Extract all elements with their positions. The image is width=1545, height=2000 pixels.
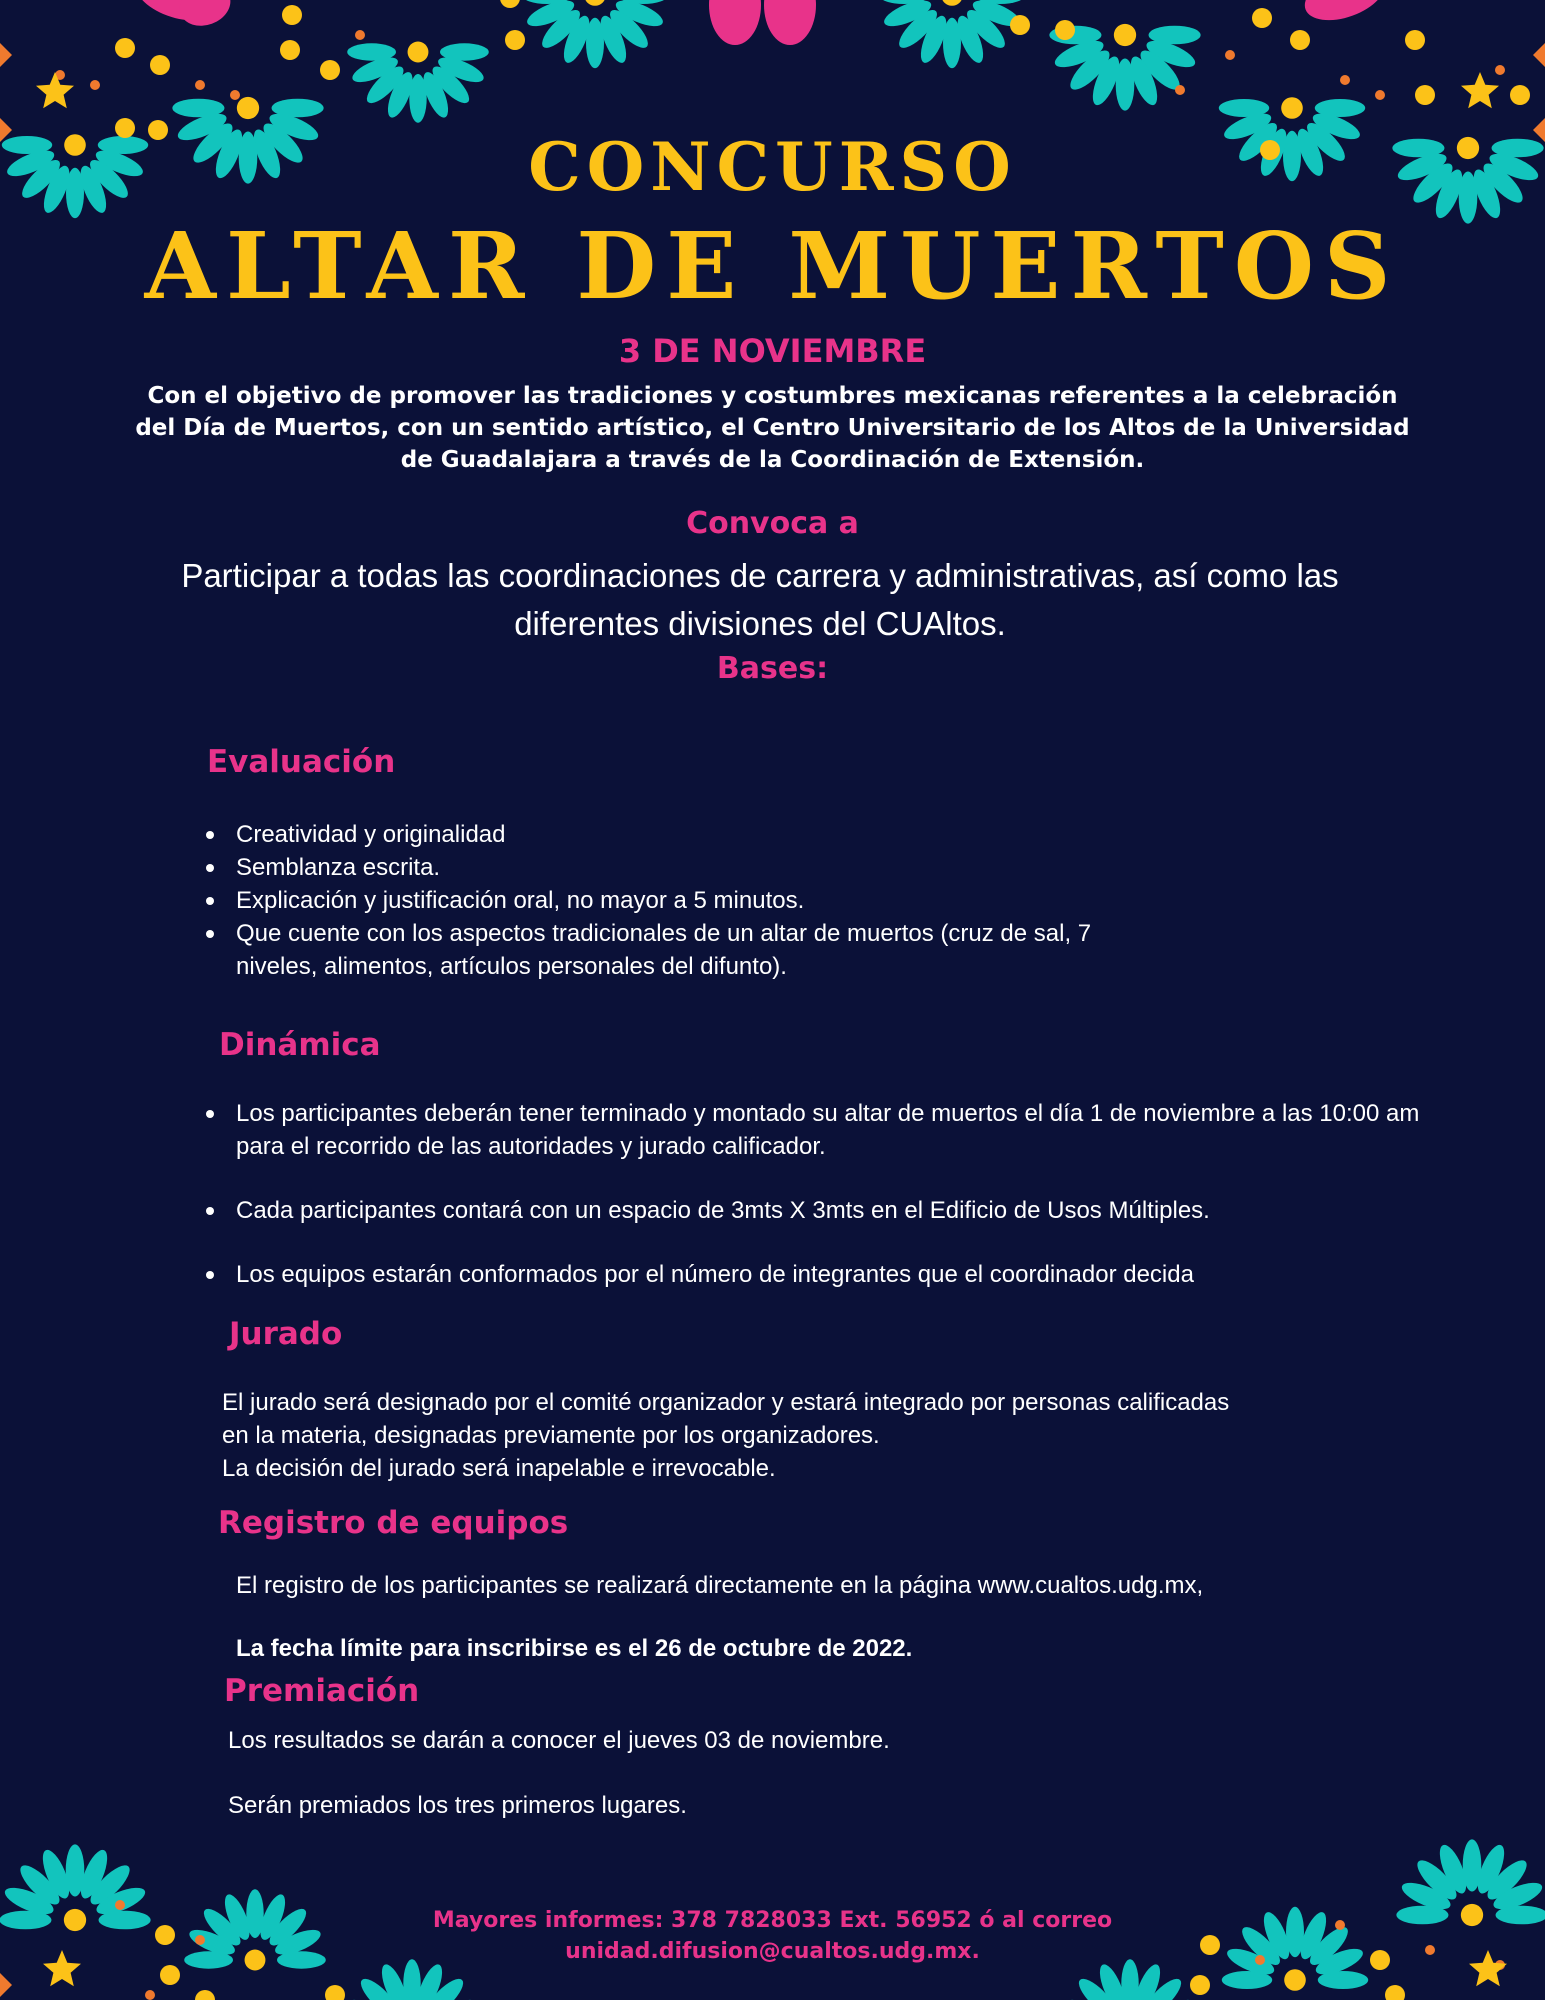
event-date: 3 DE NOVIEMBRE [618,332,927,370]
footer-contact [0,1905,1545,1967]
dot-decoration [1055,20,1075,40]
list-item: Semblanza escrita. [206,851,1166,884]
list-item: Los participantes deberán tener terminado y montado su altar de muertos el día 1 de noviembre a las 10:00 am para el recorrido de las autoridades y jurado calificador. [206,1097,1466,1163]
premiacion-text-prizes: Serán premiados los tres primeros lugares. [228,1792,687,1819]
dot-decoration [150,55,170,75]
dot-decoration [195,1990,215,2000]
list-item: Que cuente con los aspectos tradicionales de un altar de muertos (cruz de sal, 7 niveles, alimentos, artículos personales del difunto). [206,917,1166,983]
dot-decoration [145,1990,155,2000]
jurado-heading: Jurado [229,1316,343,1352]
petal [1318,1971,1368,1989]
jurado-text [222,1386,1422,1485]
star-icon [36,72,74,108]
dot-decoration [325,1985,345,2000]
triangle-decoration [1533,43,1545,67]
dot-decoration [90,80,100,90]
footer-email: unidad.difusion@cualtos.udg.mx. [565,1939,980,1964]
triangle-decoration [0,43,12,67]
pink-petal-decoration [1298,0,1392,30]
flower-center [941,0,963,6]
intro-paragraph: Con el objetivo de promover las tradiciones y costumbres mexicanas referentes a la celebración del Día de Muertos, con un sentido artístico, el Centro Universitario de los Altos de la Universidad de Guadalajara a través de la Coordinación de Extensión. [135,383,1410,473]
premiacion-text-results: Los resultados se darán a conocer el jueves 03 de noviembre. [228,1727,890,1754]
pink-petal-decoration [174,0,237,33]
jurado-line: El jurado será designado por el comité organizador y estará integrado por personas calificadas [222,1389,1230,1416]
registro-deadline: La fecha límite para inscribirse es el 26 de octubre de 2022. [236,1635,913,1662]
dot-decoration [1190,1975,1210,1995]
star-icon [1461,72,1499,108]
footer-phone: Mayores informes: 378 7828033 Ext. 56952 ó al correo [432,1908,1113,1933]
flower-center [1281,97,1303,119]
jurado-line: en la materia, designadas previamente por los organizadores. [222,1422,880,1449]
dot-decoration [1495,65,1505,75]
evaluacion-list [206,818,1166,983]
petal [172,99,224,118]
flower-center [1114,24,1136,46]
dinamica-list [206,1097,1466,1291]
dot-decoration [1010,15,1030,35]
dot-decoration [1375,90,1385,100]
dot-decoration [1252,8,1272,28]
dot-decoration [1340,75,1350,85]
dot-decoration [500,0,520,8]
dot-decoration [320,60,340,80]
list-item: Explicación y justificación oral, no mayor a 5 minutos. [206,884,1166,917]
dot-decoration [1415,85,1435,105]
jurado-line: La decisión del jurado será inapelable e irrevocable. [222,1455,776,1482]
flower-decoration [347,42,489,123]
pink-petal-decoration [764,0,816,45]
flower-center [1284,1969,1306,1991]
triangle-decoration [0,1973,12,1997]
pink-petal-decoration [709,0,761,45]
flower-center [408,42,429,63]
dot-decoration [230,90,240,100]
dot-decoration [280,40,300,60]
evaluacion-heading: Evaluación [207,744,396,780]
list-item: Los equipos estarán conformados por el número de integrantes que el coordinador decida [206,1258,1466,1291]
flower-center [584,0,606,6]
dot-decoration [1225,50,1235,60]
bases-heading: Bases: [716,651,829,686]
dot-decoration [1290,30,1310,50]
title-concurso: CONCURSO [528,128,1017,206]
dot-decoration [1405,30,1425,50]
dot-decoration [1175,85,1185,95]
flower-decoration [522,0,668,68]
dot-decoration [195,80,205,90]
dinamica-heading: Dinámica [219,1027,381,1063]
dot-decoration [115,38,135,58]
registro-text: El registro de los participantes se realizará directamente en la página www.cualtos.udg.mx, [236,1572,1204,1599]
list-item: Cada participantes contará con un espacio de 3mts X 3mts en el Edificio de Usos Múltiples. [206,1194,1466,1227]
dot-decoration [355,30,365,40]
list-item: Creatividad y originalidad [206,818,1166,851]
dot-decoration [1510,85,1530,105]
dot-decoration [282,5,302,25]
registro-heading: Registro de equipos [218,1505,569,1541]
dot-decoration [505,30,525,50]
petal [347,43,396,60]
title-altar-de-muertos: ALTAR DE MUERTOS [144,212,1401,320]
petal [1219,99,1269,117]
flower-center [237,97,259,119]
premiacion-heading: Premiación [224,1673,420,1709]
convoca-heading: Convoca a [686,506,859,541]
flower-decoration [879,0,1025,68]
dot-decoration [160,1965,180,1985]
dot-decoration [1385,1985,1405,2000]
convoca-text: Participar a todas las coordinaciones de carrera y administrativas, así como las diferentes divisiones del CUAltos. [181,557,1339,642]
